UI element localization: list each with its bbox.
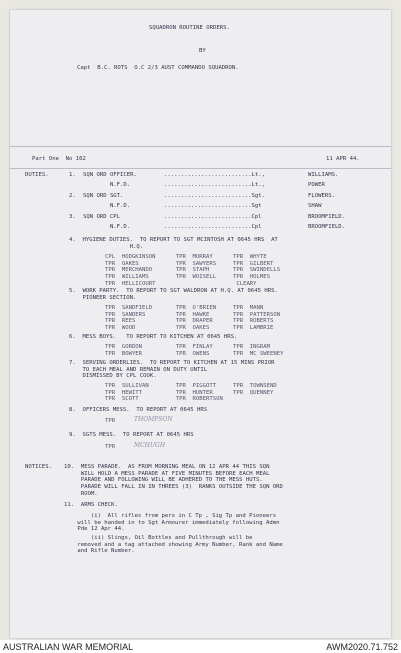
arms-check-para-i: (i) All rifles from pers in C Tp , Sig Tp and Pioneers will be handed in to Sgt Armourer immediately following Admn Pde 12 Apr 44. xyxy=(77,513,280,533)
author-line: Capt B.C. ROTS O.C 2/3 AUST COMMANDO SQUADRON. xyxy=(77,65,239,71)
hygiene-duties: 4. HYGIENE DUTIES. TO REPORT TO SGT MCINTOSH AT 0645 HRS AT H.Q. xyxy=(69,237,278,250)
arms-check-para-ii: (ii) Slings, Oil Bottles and Pullthrough will be removed and a tag attached showing Army Number, Rank and Name and Rifle Number. xyxy=(77,535,283,555)
duty-num: 2. xyxy=(69,193,76,199)
mess-boys-roster: TPR GORDON TPR FINLAY TPR INGRAM TPR BOWYER TPR OWENS TPR MC SWEENEY xyxy=(105,344,284,357)
duty-role: SQN ORD OFFICER. xyxy=(83,172,137,178)
duty-name: SHAW xyxy=(308,203,322,209)
duty-rank: ..........................Cpl xyxy=(164,224,262,230)
document-page xyxy=(10,10,391,638)
duty-role: N.F.D. xyxy=(83,182,131,188)
handwritten-name: THOMPSON xyxy=(134,416,173,423)
divider-bottom xyxy=(10,168,391,169)
order-date: 11 APR 44. xyxy=(326,156,360,162)
duty-name: FLOWERS. xyxy=(308,193,335,199)
duty-name: POWER xyxy=(308,182,325,188)
duties-label: DUTIES. xyxy=(25,172,49,178)
duty-num: 3. xyxy=(69,214,76,220)
duty-name: BROOMFIELD. xyxy=(308,214,346,220)
duty-rank: ..........................Lt., xyxy=(164,182,266,188)
duty-name: WILLIAMS. xyxy=(308,172,339,178)
work-party: 5. WORK PARTY. TO REPORT TO SGT WALDRON AT H.Q. AT 0645 HRS. PIONEER SECTION. xyxy=(69,288,278,301)
part-number: Part One No 102 xyxy=(32,156,86,162)
duty-role: N.F.D. xyxy=(83,224,131,230)
serving-roster: TPR SULLIVAN TPR PIGGOTT TPR TOWNSEND TPR HEWITT TPR HUNTER TPR QUENNEY TPR SCOTT TPR ROBERTSON xyxy=(105,383,277,403)
officers-mess: 8. OFFICERS MESS. TO REPORT AT 0645 HRS xyxy=(69,407,208,413)
hygiene-roster: CPL HODGKINSON TPR MURRAY TPR WHYTE TPR OAKES TPR SAWYERS TPR GILBERT TPR MERCHANDO TPR STAPH TPR SWINDELLS TPR WILLIAMS TPR WOISELL TPR HOLMES TPR HELLICOURT CLEARY xyxy=(105,254,281,287)
duty-role: SQN ORD SGT. xyxy=(83,193,124,199)
by-line: BY xyxy=(199,48,206,54)
handwritten-name: MCHUGH xyxy=(134,442,166,449)
duty-rank: ..........................Lt., xyxy=(164,172,266,178)
catalogue-number: AWM2020.71.752 xyxy=(326,642,398,652)
duty-role: SQN ORD CPL xyxy=(83,214,121,220)
notices-label: NOTICES. xyxy=(25,464,52,470)
archive-name: AUSTRALIAN WAR MEMORIAL xyxy=(3,642,134,652)
divider-top xyxy=(10,146,391,147)
serving-orderlies: 7. SERVING ORDERLIES. TO REPORT TO KITCHEN AT 15 MINS PRIOR TO EACH MEAL AND REMAIN ON DUTY UNTIL DISMISSED BY CPL COOK. xyxy=(69,360,275,380)
archive-footer xyxy=(0,640,401,653)
work-party-roster: TPR SANDFIELD TPR O'BRIEN TPR MANN TPR SANDERS TPR HAWKE TPR PATTERSON TPR REES TPR DRAPER TPR ROBERTS TPR WOOD TPR OAKES TPR LAMBRIE xyxy=(105,305,281,332)
duty-role: N.F.D. xyxy=(83,203,131,209)
arms-check-heading: 11. ARMS CHECK. xyxy=(64,502,118,508)
duty-rank: ..........................Sgt xyxy=(164,203,262,209)
sergeants-mess-rank: TPR xyxy=(105,444,116,450)
sergeants-mess: 9. SGTS MESS. TO REPORT AT 0645 HRS xyxy=(69,432,194,438)
mess-boys: 6. MESS BOYS. TO REPORT TO KITCHEN AT 0645 HRS. xyxy=(69,334,238,340)
duty-name: BROOMFIELD. xyxy=(308,224,346,230)
duty-rank: ..........................Sgt. xyxy=(164,193,266,199)
duty-rank: ..........................Cpl xyxy=(164,214,262,220)
duty-num: 1. xyxy=(69,172,76,178)
mess-parade-notice: 10. MESS PARADE. AS FROM MORNING MEAL ON 12 APR 44 THIS SQN WILL HOLD A MESS PARADE AT FIVE MINUTES BEFORE EACH MEAL PARADE AND FOLLOWING WILL BE ADHERED TO THE MESS HUTS. PARADE WILL FALL IN IN THREES (3) RANKS OUTSIDE THE SQN ORD ROOM. xyxy=(64,464,283,497)
officers-mess-rank: TPR xyxy=(105,418,116,424)
document-title: SQUADRON ROUTINE ORDERS. xyxy=(149,25,230,31)
